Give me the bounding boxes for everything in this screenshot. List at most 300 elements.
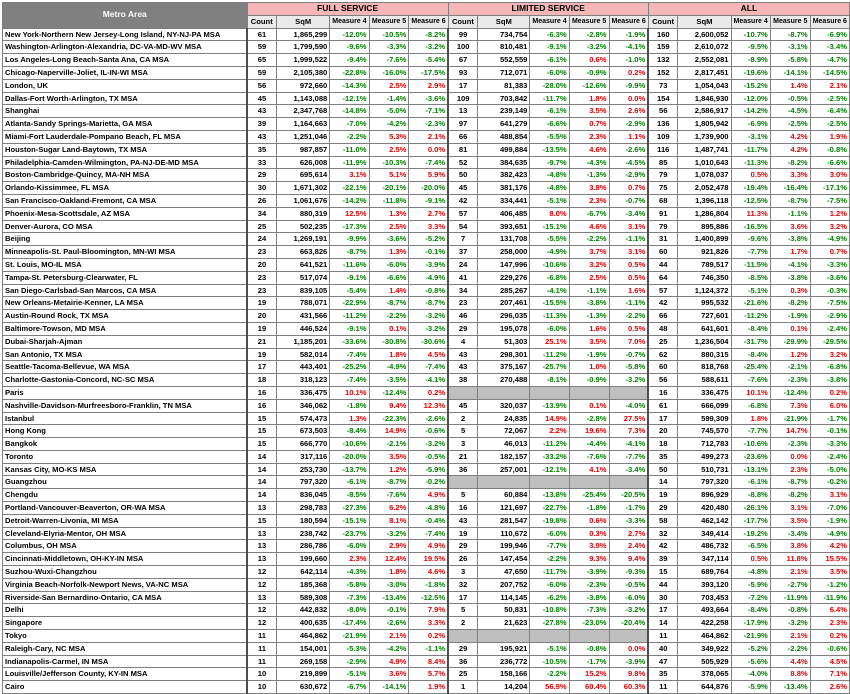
count-cell: 60 (648, 246, 678, 259)
count-cell: 25 (448, 668, 478, 681)
sqm-cell: 810,481 (478, 41, 530, 54)
sqm-cell: 334,441 (478, 194, 530, 207)
measure5-cell: 0.6% (569, 514, 609, 527)
measure6-cell: 0.0% (609, 642, 648, 655)
sqm-cell: 110,672 (478, 527, 530, 540)
measure6-cell: -0.3% (810, 284, 849, 297)
measure5-cell: -8.2% (770, 297, 810, 310)
measure6-cell: 4.5% (409, 348, 448, 361)
sqm-cell: 24,835 (478, 412, 530, 425)
count-cell: 97 (448, 118, 478, 131)
measure4-cell: -14.2% (731, 105, 770, 118)
measure4-cell: 56.9% (530, 681, 569, 694)
table-row (3, 105, 850, 118)
measure5-cell: -7.6% (369, 54, 409, 67)
measure4-cell: 8.0% (530, 207, 569, 220)
measure4-cell: -28.0% (530, 79, 569, 92)
count-cell: 85 (648, 156, 678, 169)
col-measure6-header: Measure 6 (609, 15, 648, 28)
measure5-cell: 1.4% (770, 79, 810, 92)
sqm-cell: 1,400,899 (678, 233, 731, 246)
measure4-cell: -26.1% (731, 502, 770, 515)
table-row (3, 169, 850, 182)
measure5-cell: -3.2% (369, 527, 409, 540)
measure5-cell: -30.8% (369, 335, 409, 348)
measure4-cell: 14.9% (530, 412, 569, 425)
measure5-cell: 3.2% (569, 258, 609, 271)
count-cell: 10 (247, 681, 277, 694)
measure5-cell: 6.2% (369, 502, 409, 515)
count-cell: 16 (247, 399, 277, 412)
count-cell: 5 (448, 604, 478, 617)
measure6-cell: -3.2% (409, 322, 448, 335)
sqm-cell: 1,054,043 (678, 79, 731, 92)
sqm-cell: 574,473 (277, 412, 330, 425)
measure5-cell: 0.7% (569, 118, 609, 131)
measure5-cell: -1.1% (770, 207, 810, 220)
table-body (3, 28, 850, 693)
measure4-cell: -2.2% (530, 668, 569, 681)
measure4-cell: -9.1% (330, 322, 369, 335)
measure4-cell: 0.5% (731, 553, 770, 566)
measure4-cell: -11.2% (530, 348, 569, 361)
group-header-row (3, 3, 850, 16)
sqm-cell: 486,732 (678, 540, 731, 553)
measure5-cell: 3.3% (770, 169, 810, 182)
measure6-cell: 0.2% (409, 386, 448, 399)
measure6-cell: -9.3% (609, 566, 648, 579)
measure4-cell: -25.4% (731, 361, 770, 374)
measure4-cell: -21.9% (731, 630, 770, 643)
metro-name-cell: Bangkok (3, 438, 248, 451)
sqm-cell: 229,276 (478, 271, 530, 284)
measure4-cell: -4.8% (530, 182, 569, 195)
measure5-cell: -2.2% (770, 642, 810, 655)
measure5-cell: 60.4% (569, 681, 609, 694)
measure6-cell: 0.5% (609, 322, 648, 335)
measure5-cell: -25.4% (569, 489, 609, 502)
measure6-cell: -3.3% (609, 514, 648, 527)
measure6-cell: -4.9% (810, 233, 849, 246)
measure6-cell: -3.2% (409, 438, 448, 451)
count-cell: 19 (247, 297, 277, 310)
measure4-cell: -19.6% (731, 66, 770, 79)
sqm-cell: 712,783 (678, 438, 731, 451)
count-cell: 59 (247, 66, 277, 79)
count-cell: 17 (648, 412, 678, 425)
metro-name-cell: London, UK (3, 79, 248, 92)
measure5-cell: -10.3% (369, 156, 409, 169)
measure5-cell: -8.7% (369, 297, 409, 310)
sqm-cell: 712,071 (478, 66, 530, 79)
count-cell: 23 (247, 284, 277, 297)
sqm-cell: 666,099 (678, 399, 731, 412)
measure4-cell: -23.7% (330, 527, 369, 540)
table-row (3, 297, 850, 310)
sqm-cell: 442,832 (277, 604, 330, 617)
measure6-cell: 2.6% (810, 681, 849, 694)
table-row (3, 207, 850, 220)
measure5-cell: 2.3% (569, 130, 609, 143)
sqm-cell: 2,600,052 (678, 28, 731, 41)
measure5-cell: -4.5% (770, 105, 810, 118)
measure6-cell: -2.5% (810, 118, 849, 131)
metro-name-cell: Suzhou-Wuxi-Changzhou (3, 566, 248, 579)
measure5-cell: -5.8% (770, 54, 810, 67)
measure4-cell: -12.1% (330, 92, 369, 105)
sqm-cell: 895,886 (678, 220, 731, 233)
count-cell: 75 (648, 182, 678, 195)
measure4-cell: -10.6% (330, 438, 369, 451)
measure4-cell: -7.6% (731, 374, 770, 387)
measure5-cell: -11.9% (770, 591, 810, 604)
col-measure6-header: Measure 6 (409, 15, 448, 28)
measure5-cell: -6.6% (369, 271, 409, 284)
table-row (3, 28, 850, 41)
measure6-cell: 9.8% (609, 668, 648, 681)
measure6-cell: -4.0% (609, 399, 648, 412)
measure4-cell: -2.9% (330, 655, 369, 668)
measure5-cell: 3.8% (770, 540, 810, 553)
measure6-cell: -1.9% (810, 514, 849, 527)
count-cell: 37 (448, 246, 478, 259)
col-count-header: Count (448, 15, 478, 28)
measure5-cell: 1.8% (569, 92, 609, 105)
measure6-cell: -2.3% (409, 118, 448, 131)
sqm-cell: 258,000 (478, 246, 530, 259)
measure4-cell: -22.8% (330, 66, 369, 79)
measure4-cell: -10.5% (530, 655, 569, 668)
table-row (3, 92, 850, 105)
measure6-cell: -5.4% (409, 54, 448, 67)
measure4-cell: -6.1% (330, 476, 369, 489)
measure5-cell: 4.2% (770, 130, 810, 143)
count-cell: 57 (448, 207, 478, 220)
measure4-cell: -9.4% (330, 54, 369, 67)
measure6-cell: -3.9% (609, 655, 648, 668)
table-row (3, 284, 850, 297)
measure4-cell: -11.7% (731, 143, 770, 156)
measure4-cell: -3.1% (731, 130, 770, 143)
measure6-cell: -8.2% (409, 28, 448, 41)
sqm-cell: 464,862 (277, 630, 330, 643)
sqm-cell: 2,552,081 (678, 54, 731, 67)
table-row (3, 271, 850, 284)
count-cell: 43 (247, 105, 277, 118)
metro-name-cell: Riverside-San Bernardino-Ontario, CA MSA (3, 591, 248, 604)
count-cell: 26 (448, 553, 478, 566)
measure4-cell: -7.4% (330, 374, 369, 387)
measure5-cell: -12.6% (569, 79, 609, 92)
sqm-cell: 298,301 (478, 348, 530, 361)
count-cell: 61 (648, 399, 678, 412)
full-service-header: FULL SERVICE (247, 3, 448, 16)
measure5-cell: -0.5% (770, 92, 810, 105)
measure5-cell: 4.4% (770, 655, 810, 668)
measure5-cell (569, 630, 609, 643)
metro-name-cell: Houston-Sugar Land-Baytown, TX MSA (3, 143, 248, 156)
measure6-cell: -1.1% (409, 642, 448, 655)
measure4-cell: -9.1% (530, 41, 569, 54)
measure4-cell (530, 630, 569, 643)
sqm-cell: 673,503 (277, 425, 330, 438)
metro-name-cell: St. Louis, MO-IL MSA (3, 258, 248, 271)
measure6-cell: -3.2% (409, 310, 448, 323)
measure5-cell: 4.9% (369, 655, 409, 668)
measure6-cell: 3.5% (810, 566, 849, 579)
measure5-cell (569, 386, 609, 399)
measure6-cell: -1.8% (409, 578, 448, 591)
sqm-cell: 703,842 (478, 92, 530, 105)
table-row (3, 130, 850, 143)
count-cell: 26 (247, 194, 277, 207)
measure5-cell: 2.3% (770, 463, 810, 476)
measure4-cell: -4.8% (530, 169, 569, 182)
measure5-cell: 14.7% (770, 425, 810, 438)
measure6-cell: -1.7% (810, 412, 849, 425)
measure6-cell: 1.9% (810, 130, 849, 143)
measure5-cell: 0.1% (369, 322, 409, 335)
measure5-cell: -16.4% (770, 182, 810, 195)
table-row (3, 54, 850, 67)
metro-name-cell: Raleigh-Cary, NC MSA (3, 642, 248, 655)
count-cell: 60 (648, 361, 678, 374)
measure6-cell: -4.1% (609, 438, 648, 451)
sqm-cell: 488,854 (478, 130, 530, 143)
table-row (3, 322, 850, 335)
measure5-cell: 7.3% (770, 399, 810, 412)
sqm-cell: 797,320 (678, 476, 731, 489)
measure6-cell: 6.4% (810, 604, 849, 617)
count-cell: 12 (247, 578, 277, 591)
measure6-cell: 3.2% (810, 220, 849, 233)
sqm-cell: 60,884 (478, 489, 530, 502)
count-cell: 30 (247, 182, 277, 195)
measure4-cell: -5.9% (731, 578, 770, 591)
sqm-cell: 1,164,663 (277, 118, 330, 131)
sqm-cell: 154,001 (277, 642, 330, 655)
sqm-cell: 552,559 (478, 54, 530, 67)
measure6-cell: -11.9% (810, 591, 849, 604)
count-cell: 24 (448, 258, 478, 271)
table-row (3, 118, 850, 131)
measure6-cell: -4.8% (409, 502, 448, 515)
measure5-cell: -4.2% (369, 118, 409, 131)
measure5-cell: -2.5% (770, 118, 810, 131)
sqm-cell: 493,664 (678, 604, 731, 617)
measure4-cell: -25.2% (330, 361, 369, 374)
sqm-cell: 207,461 (478, 297, 530, 310)
measure6-cell: 0.0% (609, 92, 648, 105)
measure4-cell: -6.9% (731, 118, 770, 131)
limited-service-header: LIMITED SERVICE (448, 3, 648, 16)
measure5-cell: -2.2% (569, 233, 609, 246)
measure6-cell: 0.2% (409, 630, 448, 643)
measure5-cell: 2.1% (369, 630, 409, 643)
measure5-cell: -3.8% (569, 591, 609, 604)
sqm-cell: 995,532 (678, 297, 731, 310)
sqm-cell: 797,320 (277, 476, 330, 489)
measure6-cell: -7.5% (810, 194, 849, 207)
measure6-cell: -1.7% (609, 502, 648, 515)
count-cell: 41 (448, 271, 478, 284)
sqm-cell (478, 476, 530, 489)
measure5-cell: 0.1% (569, 399, 609, 412)
measure4-cell: -23.6% (731, 450, 770, 463)
measure4-cell: -17.9% (731, 617, 770, 630)
measure5-cell: -4.4% (569, 438, 609, 451)
measure5-cell: -1.9% (770, 310, 810, 323)
sqm-cell: 745,570 (678, 425, 731, 438)
sqm-cell: 2,586,917 (678, 105, 731, 118)
metro-name-cell: Columbus, OH MSA (3, 540, 248, 553)
measure6-cell: 8.4% (409, 655, 448, 668)
measure4-cell: -7.7% (731, 425, 770, 438)
measure6-cell: 4.6% (409, 566, 448, 579)
count-cell: 93 (448, 66, 478, 79)
measure4-cell: -17.3% (330, 220, 369, 233)
measure4-cell (530, 476, 569, 489)
measure6-cell: -0.2% (409, 476, 448, 489)
measure5-cell: 2.3% (569, 194, 609, 207)
measure4-cell: -5.8% (330, 578, 369, 591)
measure5-cell: -6.0% (369, 258, 409, 271)
sqm-cell: 121,697 (478, 502, 530, 515)
measure5-cell: 1.3% (369, 246, 409, 259)
sqm-cell: 195,921 (478, 642, 530, 655)
table-row (3, 182, 850, 195)
measure6-cell: -3.6% (810, 271, 849, 284)
measure5-cell: 0.1% (770, 322, 810, 335)
measure5-cell: -2.3% (770, 374, 810, 387)
measure4-cell: -13.5% (530, 143, 569, 156)
sqm-cell: 1,251,046 (277, 130, 330, 143)
sqm-cell: 499,273 (678, 450, 731, 463)
measure4-cell: -11.0% (330, 143, 369, 156)
measure6-cell: -3.4% (810, 41, 849, 54)
measure4-cell: -19.4% (731, 182, 770, 195)
sqm-cell: 318,123 (277, 374, 330, 387)
count-cell: 12 (247, 617, 277, 630)
count-cell: 62 (648, 348, 678, 361)
measure5-cell: 3.8% (569, 182, 609, 195)
table-row (3, 630, 850, 643)
count-cell: 20 (247, 258, 277, 271)
measure5-cell: -14.1% (369, 681, 409, 694)
table-row (3, 476, 850, 489)
measure6-cell: -7.0% (810, 502, 849, 515)
measure5-cell: 1.2% (369, 463, 409, 476)
count-cell: 29 (247, 169, 277, 182)
measure4-cell: -6.7% (330, 681, 369, 694)
measure4-cell: -12.0% (731, 92, 770, 105)
measure4-cell: 12.5% (330, 207, 369, 220)
measure6-cell: -3.4% (609, 207, 648, 220)
sqm-cell: 406,485 (478, 207, 530, 220)
measure6-cell: 0.5% (609, 271, 648, 284)
metro-name-cell: Dubai-Sharjah-Ajman (3, 335, 248, 348)
measure4-cell: -22.1% (330, 182, 369, 195)
measure5-cell: -12.4% (770, 386, 810, 399)
count-cell: 34 (448, 284, 478, 297)
measure5-cell: -0.1% (369, 604, 409, 617)
count-cell: 36 (448, 463, 478, 476)
sqm-cell: 1,236,504 (678, 335, 731, 348)
count-cell: 61 (247, 28, 277, 41)
count-cell: 13 (448, 105, 478, 118)
measure5-cell: -3.9% (569, 566, 609, 579)
measure6-cell: -17.1% (810, 182, 849, 195)
measure6-cell: -29.5% (810, 335, 849, 348)
count-cell: 29 (448, 642, 478, 655)
measure5-cell: -2.2% (369, 310, 409, 323)
measure5-cell: 19.6% (569, 425, 609, 438)
table-row (3, 502, 850, 515)
measure6-cell: -3.2% (409, 41, 448, 54)
sqm-cell: 236,772 (478, 655, 530, 668)
count-cell (448, 630, 478, 643)
measure6-cell: -17.5% (409, 66, 448, 79)
measure6-cell: -5.8% (609, 361, 648, 374)
measure6-cell: -1.2% (810, 578, 849, 591)
col-measure5-header: Measure 5 (369, 15, 409, 28)
measure5-cell: -7.6% (369, 489, 409, 502)
measure4-cell: -5.1% (330, 668, 369, 681)
measure5-cell: -3.2% (569, 41, 609, 54)
sqm-cell: 147,996 (478, 258, 530, 271)
measure6-cell: -1.0% (609, 54, 648, 67)
metro-name-cell: Charlotte-Gastonia-Concord, NC-SC MSA (3, 374, 248, 387)
measure6-cell: -4.5% (609, 156, 648, 169)
measure4-cell: -9.1% (330, 271, 369, 284)
table-row (3, 566, 850, 579)
measure6-cell: -7.4% (409, 527, 448, 540)
count-cell: 58 (648, 514, 678, 527)
measure6-cell: -0.5% (409, 450, 448, 463)
measure5-cell: -4.9% (369, 361, 409, 374)
measure6-cell: -1.9% (609, 28, 648, 41)
table-row (3, 514, 850, 527)
count-cell: 38 (448, 374, 478, 387)
count-cell: 39 (648, 553, 678, 566)
measure5-cell: -3.6% (369, 233, 409, 246)
table-row (3, 374, 850, 387)
measure5-cell: -0.8% (569, 642, 609, 655)
sqm-cell: 336,475 (678, 386, 731, 399)
measure4-cell: -8.4% (731, 348, 770, 361)
sqm-cell: 346,062 (277, 399, 330, 412)
count-cell: 43 (448, 361, 478, 374)
sqm-cell: 422,258 (678, 617, 731, 630)
measure4-cell: -10.6% (530, 258, 569, 271)
count-cell: 18 (247, 374, 277, 387)
measure6-cell: -3.2% (609, 374, 648, 387)
count-cell: 23 (247, 271, 277, 284)
measure4-cell: -7.7% (530, 540, 569, 553)
table-row (3, 246, 850, 259)
sqm-cell: 1,671,302 (277, 182, 330, 195)
measure6-cell: -20.5% (609, 489, 648, 502)
count-cell: 116 (648, 143, 678, 156)
measure6-cell: 2.9% (409, 79, 448, 92)
measure5-cell: -7.6% (569, 450, 609, 463)
measure4-cell: -7.2% (731, 591, 770, 604)
sqm-cell: 818,768 (678, 361, 731, 374)
measure4-cell: -21.6% (731, 297, 770, 310)
measure4-cell: -1.8% (330, 399, 369, 412)
count-cell: 32 (648, 527, 678, 540)
measure5-cell: 3.7% (569, 246, 609, 259)
